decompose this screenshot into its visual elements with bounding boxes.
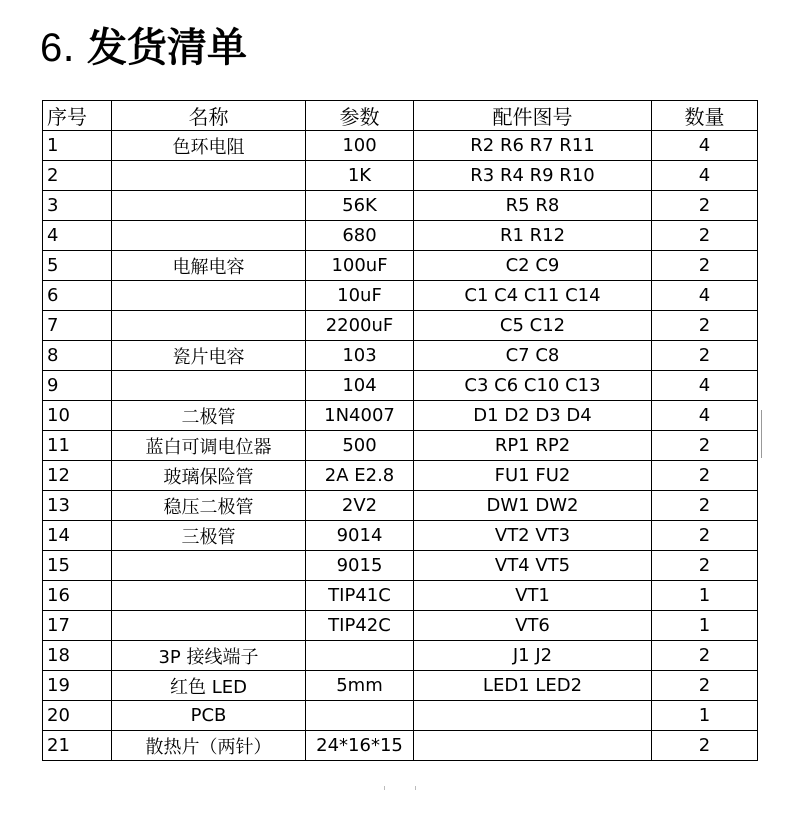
cell-quantity: 2 bbox=[652, 731, 758, 761]
cell-name bbox=[112, 551, 306, 581]
table-row bbox=[43, 221, 758, 251]
cell-part-ref: C1 C4 C11 C14 bbox=[414, 281, 652, 311]
cell-spec: 2V2 bbox=[306, 491, 414, 521]
header-spec: 参数 bbox=[306, 101, 414, 131]
cell-part-ref: RP1 RP2 bbox=[414, 431, 652, 461]
cell-part-ref: DW1 DW2 bbox=[414, 491, 652, 521]
table-row bbox=[43, 731, 758, 761]
cell-quantity: 2 bbox=[652, 191, 758, 221]
cell-quantity: 4 bbox=[652, 401, 758, 431]
cell-spec: 9015 bbox=[306, 551, 414, 581]
section-number: 6 bbox=[40, 26, 63, 70]
cell-quantity: 2 bbox=[652, 491, 758, 521]
cell-name: PCB bbox=[112, 701, 306, 731]
cell-quantity: 4 bbox=[652, 371, 758, 401]
cell-name bbox=[112, 371, 306, 401]
cell-quantity: 2 bbox=[652, 521, 758, 551]
table-row bbox=[43, 341, 758, 371]
cell-part-ref: R5 R8 bbox=[414, 191, 652, 221]
cell-part-ref: C2 C9 bbox=[414, 251, 652, 281]
cell-index: 20 bbox=[43, 701, 112, 731]
cell-spec: 500 bbox=[306, 431, 414, 461]
cell-index: 4 bbox=[43, 221, 112, 251]
cell-name bbox=[112, 281, 306, 311]
cell-index: 21 bbox=[43, 731, 112, 761]
cell-index: 6 bbox=[43, 281, 112, 311]
cell-part-ref: VT2 VT3 bbox=[414, 521, 652, 551]
cell-index: 10 bbox=[43, 401, 112, 431]
cell-index: 12 bbox=[43, 461, 112, 491]
table-row bbox=[43, 251, 758, 281]
cell-spec: 9014 bbox=[306, 521, 414, 551]
cell-name: 蓝白可调电位器 bbox=[112, 431, 306, 461]
cell-index: 15 bbox=[43, 551, 112, 581]
cell-spec bbox=[306, 641, 414, 671]
header-name: 名称 bbox=[112, 101, 306, 131]
cell-spec: 100 bbox=[306, 131, 414, 161]
cell-index: 18 bbox=[43, 641, 112, 671]
cell-spec: 104 bbox=[306, 371, 414, 401]
cell-name: 色环电阻 bbox=[112, 131, 306, 161]
table-row bbox=[43, 701, 758, 731]
table-row bbox=[43, 311, 758, 341]
cell-part-ref: R1 R12 bbox=[414, 221, 652, 251]
cell-index: 1 bbox=[43, 131, 112, 161]
cell-index: 9 bbox=[43, 371, 112, 401]
cell-part-ref: FU1 FU2 bbox=[414, 461, 652, 491]
cell-part-ref: C3 C6 C10 C13 bbox=[414, 371, 652, 401]
cell-name bbox=[112, 611, 306, 641]
cell-index: 11 bbox=[43, 431, 112, 461]
table-row bbox=[43, 611, 758, 641]
cell-part-ref bbox=[414, 701, 652, 731]
cell-quantity: 2 bbox=[652, 251, 758, 281]
table-row bbox=[43, 491, 758, 521]
table-row bbox=[43, 401, 758, 431]
cell-part-ref: D1 D2 D3 D4 bbox=[414, 401, 652, 431]
cell-spec: 2A E2.8 bbox=[306, 461, 414, 491]
cell-index: 5 bbox=[43, 251, 112, 281]
cell-name: 稳压二极管 bbox=[112, 491, 306, 521]
cell-name bbox=[112, 581, 306, 611]
cell-name: 3P 接线端子 bbox=[112, 641, 306, 671]
table-row bbox=[43, 371, 758, 401]
cell-name: 红色 LED bbox=[112, 671, 306, 701]
cell-name: 玻璃保险管 bbox=[112, 461, 306, 491]
header-index: 序号 bbox=[43, 101, 112, 131]
cell-part-ref: LED1 LED2 bbox=[414, 671, 652, 701]
header-quantity: 数量 bbox=[652, 101, 758, 131]
cell-name: 散热片（两针） bbox=[112, 731, 306, 761]
table-body bbox=[43, 131, 758, 761]
cell-index: 14 bbox=[43, 521, 112, 551]
cell-spec: 1N4007 bbox=[306, 401, 414, 431]
cell-quantity: 2 bbox=[652, 671, 758, 701]
section-heading bbox=[40, 22, 247, 74]
cell-spec: 24*16*15 bbox=[306, 731, 414, 761]
cell-quantity: 4 bbox=[652, 161, 758, 191]
header-part-ref: 配件图号 bbox=[414, 101, 652, 131]
table-row bbox=[43, 161, 758, 191]
table-row bbox=[43, 521, 758, 551]
cell-name bbox=[112, 311, 306, 341]
section-title: 发货清单 bbox=[86, 25, 247, 71]
table-row bbox=[43, 461, 758, 491]
cell-quantity: 2 bbox=[652, 311, 758, 341]
cell-part-ref: VT1 bbox=[414, 581, 652, 611]
cell-part-ref: C5 C12 bbox=[414, 311, 652, 341]
cell-quantity: 2 bbox=[652, 641, 758, 671]
cell-name bbox=[112, 161, 306, 191]
cell-spec: TIP42C bbox=[306, 611, 414, 641]
table-row bbox=[43, 131, 758, 161]
cell-name: 瓷片电容 bbox=[112, 341, 306, 371]
cell-part-ref: R3 R4 R9 R10 bbox=[414, 161, 652, 191]
cell-part-ref bbox=[414, 731, 652, 761]
cell-quantity: 4 bbox=[652, 281, 758, 311]
margin-mark bbox=[757, 410, 762, 458]
cell-part-ref: R2 R6 R7 R11 bbox=[414, 131, 652, 161]
cell-name: 三极管 bbox=[112, 521, 306, 551]
cell-spec: 56K bbox=[306, 191, 414, 221]
cell-spec: 10uF bbox=[306, 281, 414, 311]
cell-index: 2 bbox=[43, 161, 112, 191]
cell-part-ref: J1 J2 bbox=[414, 641, 652, 671]
table-row bbox=[43, 581, 758, 611]
cell-spec: TIP41C bbox=[306, 581, 414, 611]
cell-quantity: 2 bbox=[652, 551, 758, 581]
section-number-dot: . bbox=[62, 25, 75, 71]
cell-part-ref: VT4 VT5 bbox=[414, 551, 652, 581]
cell-part-ref: C7 C8 bbox=[414, 341, 652, 371]
cell-quantity: 4 bbox=[652, 131, 758, 161]
table-row bbox=[43, 551, 758, 581]
shipping-list-table bbox=[42, 100, 758, 761]
cell-index: 17 bbox=[43, 611, 112, 641]
cell-quantity: 2 bbox=[652, 461, 758, 491]
table-row bbox=[43, 191, 758, 221]
cell-index: 8 bbox=[43, 341, 112, 371]
cell-quantity: 1 bbox=[652, 581, 758, 611]
table-row bbox=[43, 641, 758, 671]
cell-spec: 103 bbox=[306, 341, 414, 371]
cell-quantity: 2 bbox=[652, 221, 758, 251]
table-row bbox=[43, 281, 758, 311]
footer-tick-left bbox=[384, 786, 385, 790]
cell-quantity: 2 bbox=[652, 341, 758, 371]
cell-spec: 1K bbox=[306, 161, 414, 191]
table-header-row bbox=[43, 101, 758, 131]
cell-name bbox=[112, 221, 306, 251]
cell-name bbox=[112, 191, 306, 221]
cell-name: 电解电容 bbox=[112, 251, 306, 281]
cell-spec bbox=[306, 701, 414, 731]
cell-spec: 100uF bbox=[306, 251, 414, 281]
cell-index: 16 bbox=[43, 581, 112, 611]
cell-spec: 5mm bbox=[306, 671, 414, 701]
table-row bbox=[43, 431, 758, 461]
cell-quantity: 1 bbox=[652, 701, 758, 731]
cell-index: 13 bbox=[43, 491, 112, 521]
cell-index: 7 bbox=[43, 311, 112, 341]
cell-index: 19 bbox=[43, 671, 112, 701]
table-row bbox=[43, 671, 758, 701]
cell-index: 3 bbox=[43, 191, 112, 221]
footer-tick-right bbox=[415, 786, 416, 790]
cell-spec: 2200uF bbox=[306, 311, 414, 341]
cell-spec: 680 bbox=[306, 221, 414, 251]
cell-quantity: 2 bbox=[652, 431, 758, 461]
cell-part-ref: VT6 bbox=[414, 611, 652, 641]
cell-name: 二极管 bbox=[112, 401, 306, 431]
cell-quantity: 1 bbox=[652, 611, 758, 641]
